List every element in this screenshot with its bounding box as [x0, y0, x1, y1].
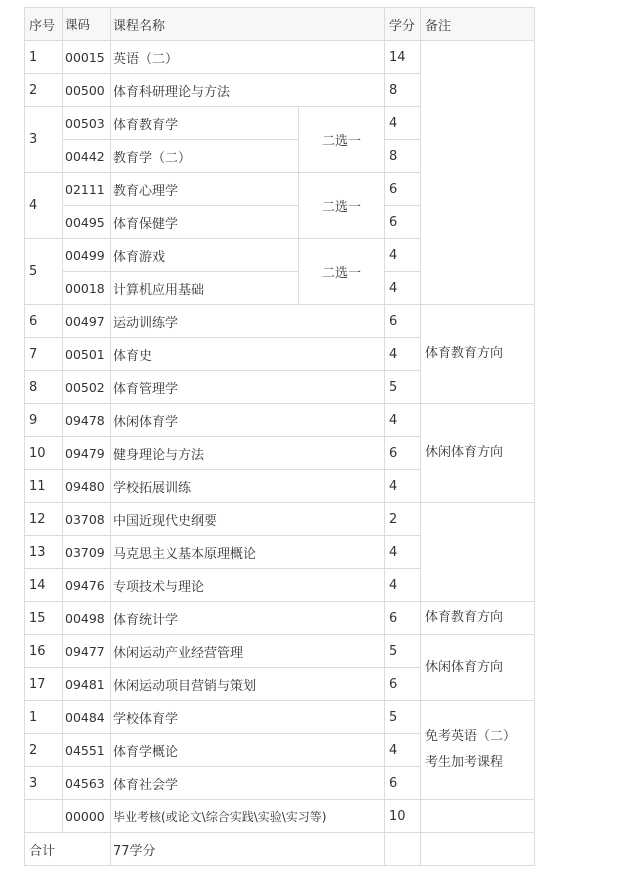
row-course-name: 体育教育学: [111, 107, 299, 140]
row-course-name: 英语（二）: [111, 41, 385, 74]
row-serial: 17: [25, 668, 63, 701]
row-course-name: 学校体育学: [111, 701, 385, 734]
row-course-name: 体育管理学: [111, 371, 385, 404]
note-leisure-sports: 休闲体育方向: [421, 404, 535, 503]
row-credit: 6: [385, 305, 421, 338]
total-credit-empty: [385, 833, 421, 866]
row-code: 02111: [63, 173, 111, 206]
row-code: 04563: [63, 767, 111, 800]
row-course-name: 体育统计学: [111, 602, 385, 635]
row-credit: 4: [385, 470, 421, 503]
row-course-name: 教育学（二）: [111, 140, 299, 173]
row-course-name: 教育心理学: [111, 173, 299, 206]
row-credit: 4: [385, 338, 421, 371]
row-credit: 6: [385, 767, 421, 800]
row-code: 00497: [63, 305, 111, 338]
table-row: [25, 602, 535, 635]
row-code: 09477: [63, 635, 111, 668]
row-course-name: 休闲体育学: [111, 404, 385, 437]
row-course-name: 体育游戏: [111, 239, 299, 272]
row-code: 00015: [63, 41, 111, 74]
note-leisure-sports: 休闲体育方向: [421, 635, 535, 701]
row-credit: 8: [385, 74, 421, 107]
row-code: 00501: [63, 338, 111, 371]
row-code: 04551: [63, 734, 111, 767]
row-code: 03708: [63, 503, 111, 536]
header-course-name: 课程名称: [111, 8, 385, 41]
row-credit: 5: [385, 635, 421, 668]
row-serial: 3: [25, 107, 63, 173]
row-code: 09479: [63, 437, 111, 470]
header-credit: 学分: [385, 8, 421, 41]
row-code: 00018: [63, 272, 111, 305]
row-code: 00500: [63, 74, 111, 107]
row-course-name: 休闲运动项目营销与策划: [111, 668, 385, 701]
table-header-row: [25, 8, 535, 41]
header-code: 课码: [63, 8, 111, 41]
row-serial: 15: [25, 602, 63, 635]
row-serial: 3: [25, 767, 63, 800]
total-value: 77学分: [111, 833, 385, 866]
row-credit: 4: [385, 734, 421, 767]
row-course-name: 体育保健学: [111, 206, 299, 239]
note-pe-education: 体育教育方向: [421, 602, 535, 635]
row-note-empty: [421, 503, 535, 602]
row-credit: 2: [385, 503, 421, 536]
row-code: 00000: [63, 800, 111, 833]
row-credit: 4: [385, 272, 421, 305]
row-course-name: 体育科研理论与方法: [111, 74, 385, 107]
row-credit: 10: [385, 800, 421, 833]
row-serial: 6: [25, 305, 63, 338]
note-pe-education: 体育教育方向: [421, 305, 535, 404]
row-credit: 4: [385, 536, 421, 569]
row-serial: 13: [25, 536, 63, 569]
row-credit: 5: [385, 701, 421, 734]
note-exempt-english: [421, 701, 535, 800]
row-course-name: 体育学概论: [111, 734, 385, 767]
row-credit: 8: [385, 140, 421, 173]
row-credit: 4: [385, 239, 421, 272]
table-row: [25, 41, 535, 74]
header-serial: 序号: [25, 8, 63, 41]
row-serial: 14: [25, 569, 63, 602]
row-course-name: 健身理论与方法: [111, 437, 385, 470]
row-code: 09480: [63, 470, 111, 503]
row-serial: 10: [25, 437, 63, 470]
row-code: 09481: [63, 668, 111, 701]
table-row: [25, 305, 535, 338]
choose-one-note: 二选一: [299, 239, 385, 305]
table-row: [25, 701, 535, 734]
total-label: 合计: [25, 833, 111, 866]
table-total-row: [25, 833, 535, 866]
row-credit: 6: [385, 668, 421, 701]
choose-one-note: 二选一: [299, 107, 385, 173]
row-credit: 6: [385, 602, 421, 635]
row-serial: 9: [25, 404, 63, 437]
course-table: [24, 7, 535, 866]
row-code: 00503: [63, 107, 111, 140]
row-credit: 4: [385, 404, 421, 437]
row-credit: 5: [385, 371, 421, 404]
note-exempt-line2: 考生加考课程: [425, 755, 504, 770]
note-exempt-line1: 免考英语（二）: [425, 729, 517, 744]
row-code: 00498: [63, 602, 111, 635]
row-credit: 6: [385, 173, 421, 206]
table-row: [25, 404, 535, 437]
row-serial: 4: [25, 173, 63, 239]
row-credit: 14: [385, 41, 421, 74]
row-course-name: 学校拓展训练: [111, 470, 385, 503]
row-code: 00502: [63, 371, 111, 404]
row-course-name: 中国近现代史纲要: [111, 503, 385, 536]
row-serial: 1: [25, 701, 63, 734]
row-credit: 4: [385, 569, 421, 602]
row-code: 00495: [63, 206, 111, 239]
choose-one-note: 二选一: [299, 173, 385, 239]
row-note-empty: [421, 41, 535, 305]
row-code: 00484: [63, 701, 111, 734]
row-credit: 6: [385, 206, 421, 239]
row-serial: 12: [25, 503, 63, 536]
row-serial: 7: [25, 338, 63, 371]
row-course-name: 休闲运动产业经营管理: [111, 635, 385, 668]
row-serial: 2: [25, 74, 63, 107]
header-note: 备注: [421, 8, 535, 41]
row-serial: 5: [25, 239, 63, 305]
row-code: 03709: [63, 536, 111, 569]
row-serial: 1: [25, 41, 63, 74]
row-course-name: 专项技术与理论: [111, 569, 385, 602]
row-course-name: 体育社会学: [111, 767, 385, 800]
table-row: [25, 800, 535, 833]
row-course-name: 毕业考核(或论文\综合实践\实验\实习等): [111, 800, 385, 833]
row-course-name: 运动训练学: [111, 305, 385, 338]
table-row: [25, 635, 535, 668]
row-code: 00442: [63, 140, 111, 173]
row-credit: 6: [385, 437, 421, 470]
row-serial: 16: [25, 635, 63, 668]
row-course-name: 计算机应用基础: [111, 272, 299, 305]
row-course-name: 马克思主义基本原理概论: [111, 536, 385, 569]
row-code: 09476: [63, 569, 111, 602]
total-note-empty: [421, 833, 535, 866]
table-row: [25, 503, 535, 536]
row-serial: [25, 800, 63, 833]
row-serial: 8: [25, 371, 63, 404]
course-table-container: [24, 7, 535, 866]
row-credit: 4: [385, 107, 421, 140]
row-serial: 11: [25, 470, 63, 503]
row-note-empty: [421, 800, 535, 833]
row-course-name: 体育史: [111, 338, 385, 371]
row-code: 09478: [63, 404, 111, 437]
row-serial: 2: [25, 734, 63, 767]
row-code: 00499: [63, 239, 111, 272]
